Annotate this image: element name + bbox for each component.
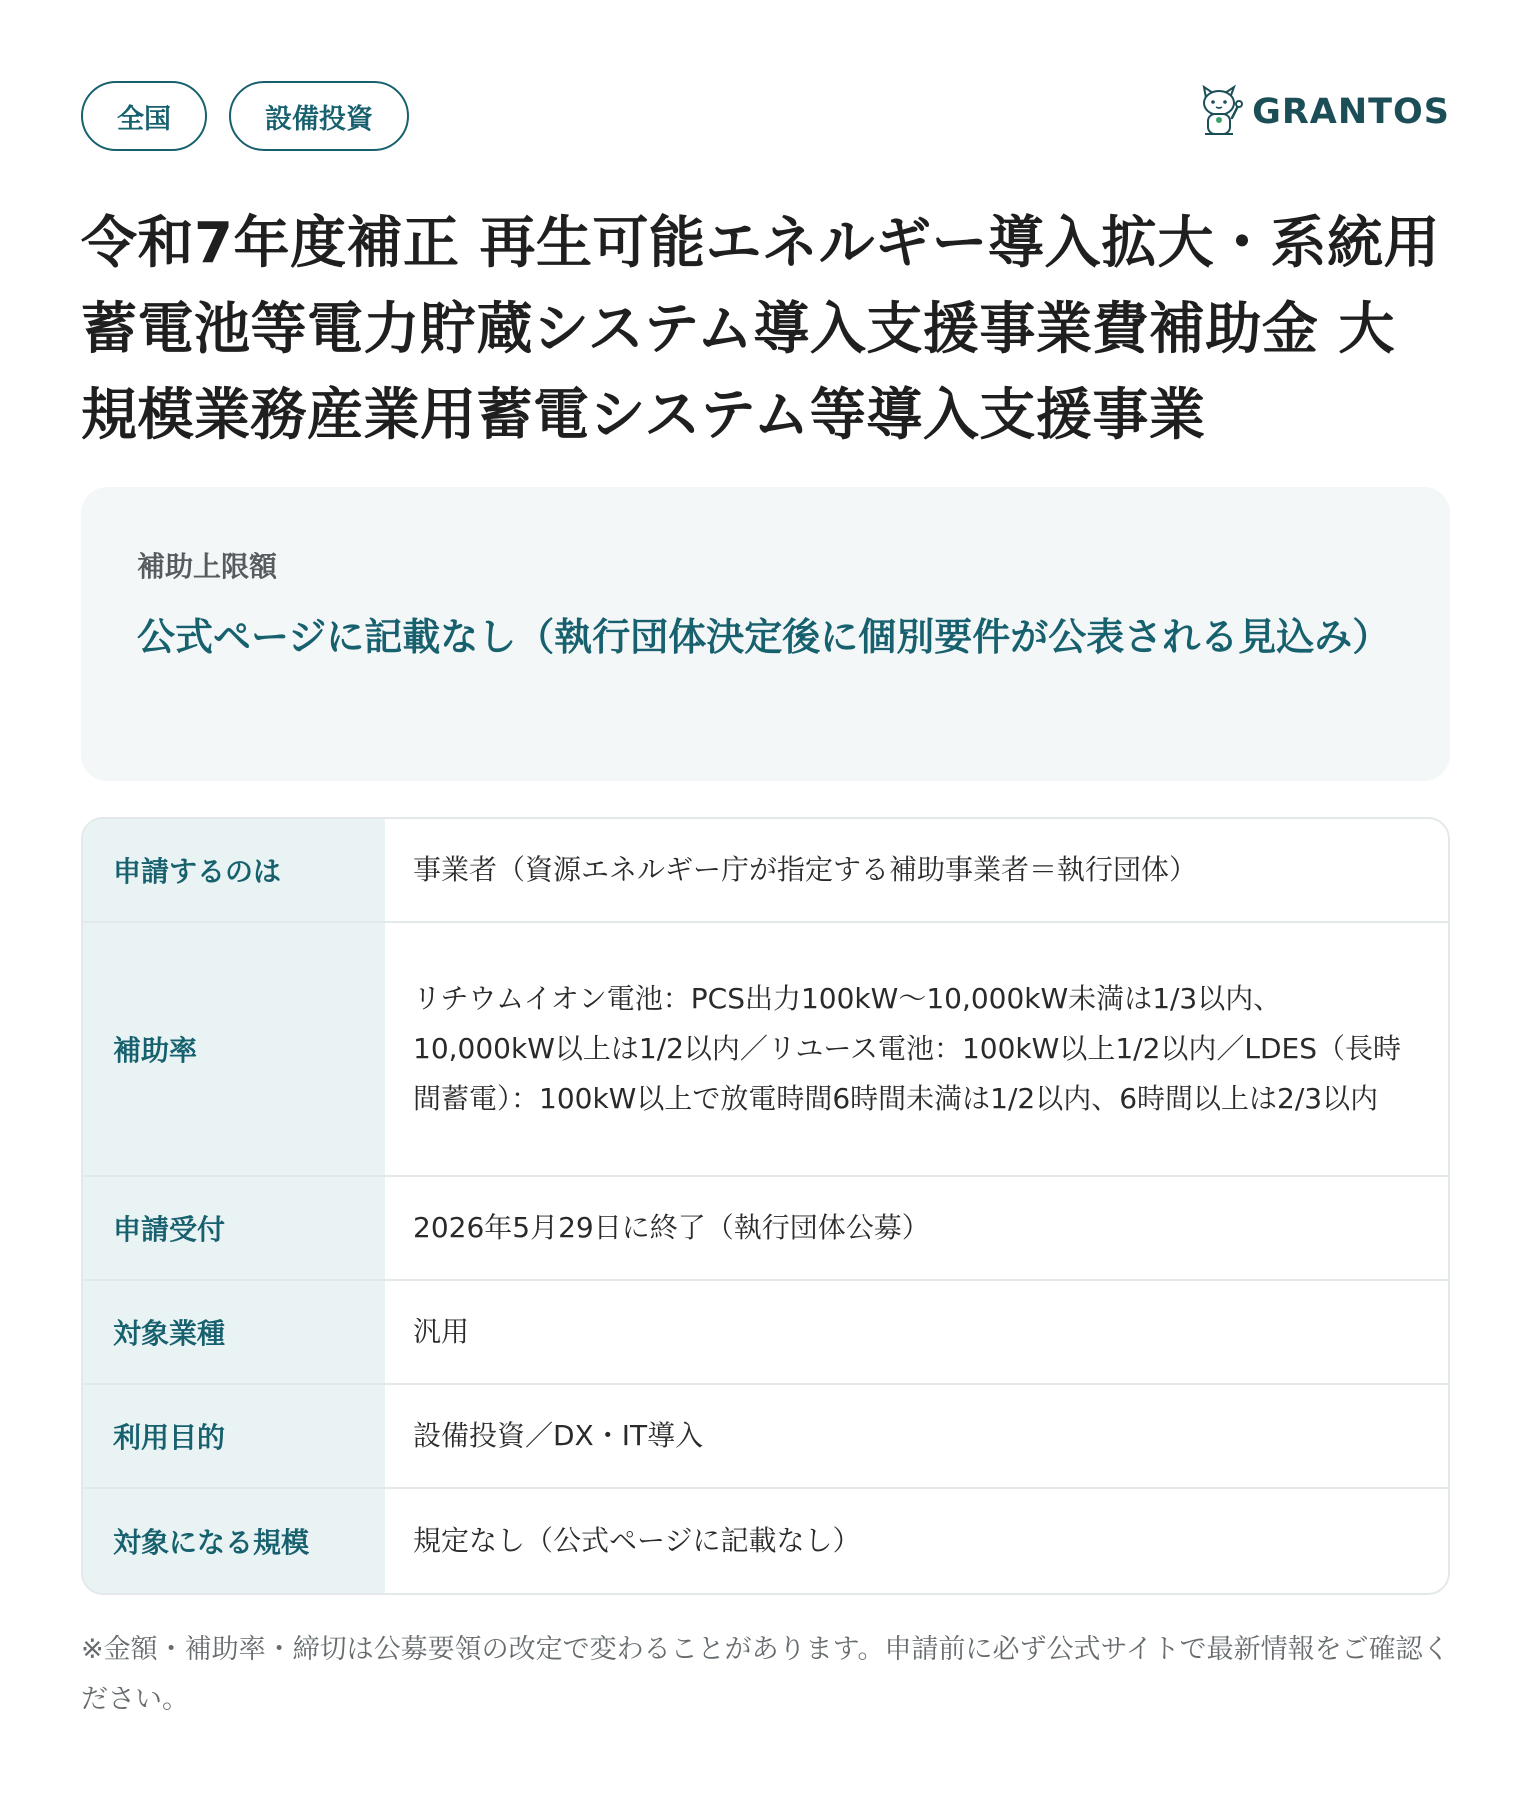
row-key: 申請受付 bbox=[83, 1177, 385, 1279]
amount-card bbox=[81, 487, 1450, 781]
row-key: 対象業種 bbox=[83, 1281, 385, 1383]
amount-value: 公式ページに記載なし（執行団体決定後に個別要件が公表される見込み） bbox=[137, 615, 1391, 659]
header bbox=[81, 81, 1450, 151]
row-value: 規定なし（公式ページに記載なし） bbox=[413, 1524, 861, 1557]
table-row bbox=[83, 1385, 1448, 1489]
row-value: 事業者（資源エネルギー庁が指定する補助事業者＝執行団体） bbox=[413, 853, 1198, 886]
row-value: 設備投資／DX・IT導入 bbox=[413, 1419, 704, 1452]
row-value: 汎用 bbox=[413, 1315, 470, 1348]
lucky-cat-icon bbox=[1196, 84, 1244, 140]
tag-region[interactable]: 全国 bbox=[81, 81, 207, 151]
grant-detail-page bbox=[81, 81, 1450, 1725]
row-value: リチウムイオン電池：PCS出力100kW〜10,000kW未満は1/3以内、10,000kW以上は1/2以内／リユース電池：100kW以上1/2以内／LDES（長時間蓄電）：100kW以上で放電時間6時間未満は1/2以内、6時間以上は2/3以内 bbox=[413, 982, 1402, 1115]
row-key: 補助率 bbox=[83, 923, 385, 1175]
row-value: 2026年5月29日に終了（執行団体公募） bbox=[413, 1211, 930, 1244]
table-row bbox=[83, 923, 1448, 1177]
amount-label: 補助上限額 bbox=[137, 550, 278, 583]
row-key: 利用目的 bbox=[83, 1385, 385, 1487]
tag-list bbox=[81, 81, 409, 151]
table-row bbox=[83, 1489, 1448, 1593]
brand-logo[interactable] bbox=[1196, 84, 1450, 140]
page-title: 令和7年度補正 再生可能エネルギー導入拡大・系統用蓄電池等電力貯蔵システム導入支援事業費補助金 大規模業務産業用蓄電システム等導入支援事業 bbox=[81, 211, 1440, 448]
row-key: 申請するのは bbox=[83, 819, 385, 921]
info-table bbox=[81, 817, 1450, 1595]
row-key: 対象になる規模 bbox=[83, 1489, 385, 1593]
disclaimer-note: ※金額・補助率・締切は公募要領の改定で変わることがあります。申請前に必ず公式サイトで最新情報をご確認ください。 bbox=[81, 1634, 1450, 1715]
table-row bbox=[83, 1281, 1448, 1385]
tag-category[interactable]: 設備投資 bbox=[229, 81, 409, 151]
table-row bbox=[83, 1177, 1448, 1281]
brand-name: GRANTOS bbox=[1252, 92, 1450, 132]
table-row bbox=[83, 819, 1448, 923]
